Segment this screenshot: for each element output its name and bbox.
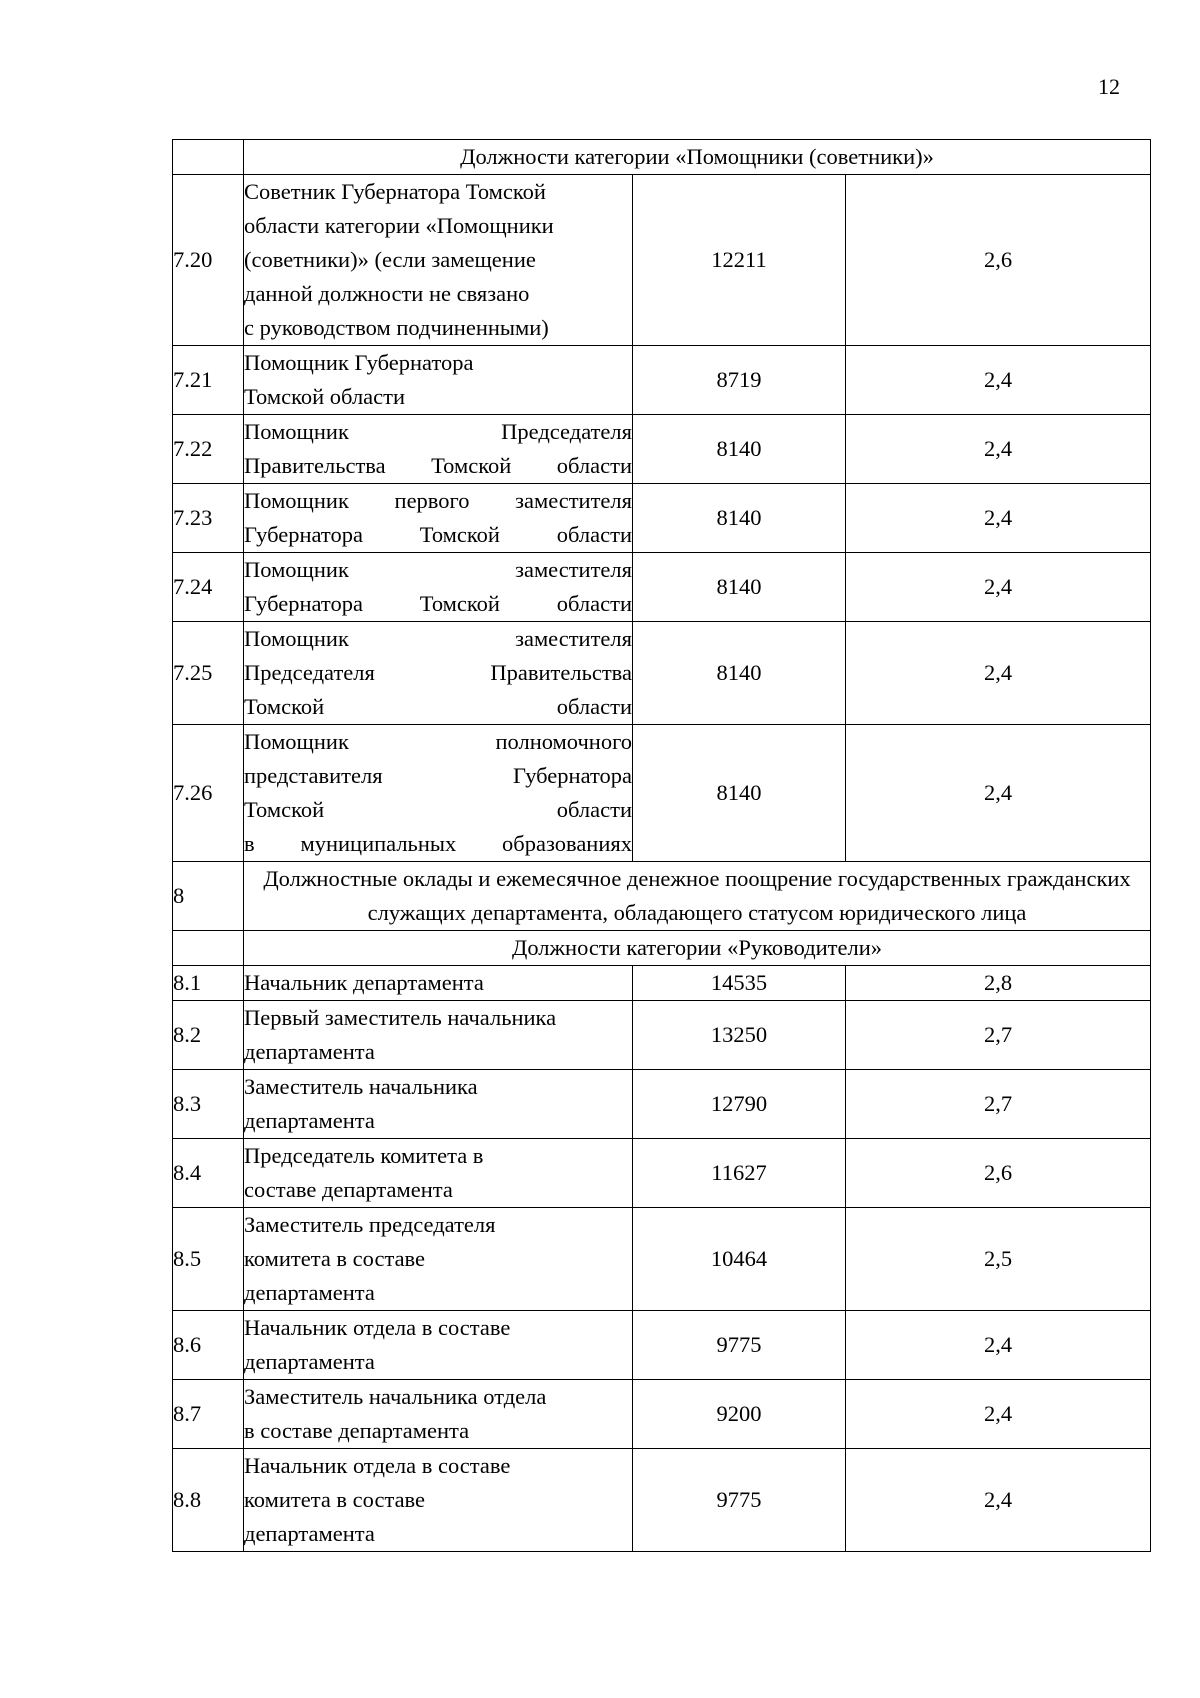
row-number: 8.1 xyxy=(173,966,244,1001)
position-title-line: департамента xyxy=(244,1521,375,1546)
row-number: 8.6 xyxy=(173,1311,244,1380)
salary-table xyxy=(172,139,1151,1552)
position-row xyxy=(173,1208,1151,1311)
coefficient-value: 2,6 xyxy=(846,1139,1151,1208)
position-title-line: Помощник заместителя xyxy=(244,557,632,582)
position-title-line: представителя Губернатора xyxy=(244,763,632,788)
position-title-line: Советник Губернатора Томской xyxy=(244,179,546,204)
position-title xyxy=(244,725,633,862)
row-number: 7.23 xyxy=(173,484,244,553)
position-title-line: составе департамента xyxy=(244,1177,453,1202)
position-title-line: Помощник заместителя xyxy=(244,626,632,651)
row-number: 7.21 xyxy=(173,346,244,415)
position-row xyxy=(173,622,1151,725)
salary-value: 13250 xyxy=(633,1001,846,1070)
position-row xyxy=(173,1380,1151,1449)
coefficient-value: 2,4 xyxy=(846,484,1151,553)
position-title-line: Начальник отдела в составе xyxy=(244,1315,511,1340)
position-title xyxy=(244,1139,633,1208)
position-title-line: Губернатора Томской области xyxy=(244,591,632,616)
salary-value: 8140 xyxy=(633,725,846,862)
position-title-line: Первый заместитель начальника xyxy=(244,1005,557,1030)
salary-value: 9775 xyxy=(633,1311,846,1380)
position-title xyxy=(244,1311,633,1380)
position-row xyxy=(173,484,1151,553)
coefficient-value: 2,4 xyxy=(846,1311,1151,1380)
position-row xyxy=(173,1001,1151,1070)
position-title-line: Заместитель начальника xyxy=(244,1074,478,1099)
coefficient-value: 2,7 xyxy=(846,1070,1151,1139)
row-number: 7.26 xyxy=(173,725,244,862)
position-title xyxy=(244,622,633,725)
section-header-row xyxy=(173,862,1151,931)
position-title-line: данной должности не связано xyxy=(244,281,530,306)
position-row xyxy=(173,1070,1151,1139)
position-title-line: Помощник Губернатора xyxy=(244,350,474,375)
position-title-line: в составе департамента xyxy=(244,1418,470,1443)
position-row xyxy=(173,1311,1151,1380)
position-row xyxy=(173,175,1151,346)
coefficient-value: 2,4 xyxy=(846,415,1151,484)
coefficient-value: 2,7 xyxy=(846,1001,1151,1070)
salary-value: 9775 xyxy=(633,1449,846,1552)
position-row xyxy=(173,415,1151,484)
coefficient-value: 2,4 xyxy=(846,725,1151,862)
coefficient-value: 2,4 xyxy=(846,346,1151,415)
row-number: 8.5 xyxy=(173,1208,244,1311)
salary-value: 9200 xyxy=(633,1380,846,1449)
position-row xyxy=(173,1449,1151,1552)
position-title xyxy=(244,966,633,1001)
position-title xyxy=(244,1001,633,1070)
row-number: 8.8 xyxy=(173,1449,244,1552)
position-title xyxy=(244,1449,633,1552)
coefficient-value: 2,4 xyxy=(846,1380,1151,1449)
position-row xyxy=(173,1139,1151,1208)
position-title-line: Начальник отдела в составе xyxy=(244,1453,511,1478)
position-title-line: департамента xyxy=(244,1280,375,1305)
position-title-line: (советники)» (если замещение xyxy=(244,247,536,272)
salary-value: 8140 xyxy=(633,484,846,553)
category-header-row xyxy=(173,931,1151,966)
position-title-line: департамента xyxy=(244,1039,375,1064)
position-title xyxy=(244,553,633,622)
position-title-line: Томской области xyxy=(244,797,632,822)
salary-value: 12211 xyxy=(633,175,846,346)
position-row xyxy=(173,346,1151,415)
position-title-line: департамента xyxy=(244,1349,375,1374)
coefficient-value: 2,4 xyxy=(846,622,1151,725)
row-number: 7.20 xyxy=(173,175,244,346)
position-title-line: Томской области xyxy=(244,384,406,409)
position-title-line: департамента xyxy=(244,1108,375,1133)
row-number: 8.3 xyxy=(173,1070,244,1139)
position-title-line: Правительства Томской области xyxy=(244,453,632,478)
coefficient-value: 2,6 xyxy=(846,175,1151,346)
row-number: 8.4 xyxy=(173,1139,244,1208)
salary-value: 14535 xyxy=(633,966,846,1001)
position-title-line: Помощник первого заместителя xyxy=(244,488,632,513)
position-title-line: Помощник Председателя xyxy=(244,419,632,444)
position-row xyxy=(173,725,1151,862)
salary-value: 8140 xyxy=(633,622,846,725)
salary-value: 11627 xyxy=(633,1139,846,1208)
position-title-line: области категории «Помощники xyxy=(244,213,554,238)
row-number: 7.24 xyxy=(173,553,244,622)
position-title-line: Томской области xyxy=(244,694,632,719)
coefficient-value: 2,5 xyxy=(846,1208,1151,1311)
position-title-line: комитета в составе xyxy=(244,1246,426,1271)
row-number: 8.7 xyxy=(173,1380,244,1449)
row-number: 8.2 xyxy=(173,1001,244,1070)
position-title xyxy=(244,346,633,415)
position-title-line: в муниципальных образованиях xyxy=(244,831,632,856)
row-number: 7.22 xyxy=(173,415,244,484)
position-title-line: комитета в составе xyxy=(244,1487,426,1512)
position-title xyxy=(244,1380,633,1449)
empty-number-cell xyxy=(173,140,244,175)
position-title-line: Помощник полномочного xyxy=(244,729,632,754)
position-title xyxy=(244,175,633,346)
position-row xyxy=(173,553,1151,622)
position-title xyxy=(244,415,633,484)
section-title: Должностные оклады и ежемесячное денежное поощрение государственных гражданских служащих департамента, обладающего статусом юридического лица xyxy=(244,862,1151,931)
position-row xyxy=(173,966,1151,1001)
position-title xyxy=(244,1070,633,1139)
empty-number-cell xyxy=(173,931,244,966)
category-header-row xyxy=(173,140,1151,175)
position-title-line: Начальник департамента xyxy=(244,970,484,995)
category-title: Должности категории «Помощники (советники)» xyxy=(244,140,1151,175)
coefficient-value: 2,4 xyxy=(846,1449,1151,1552)
position-title-line: Председатель комитета в xyxy=(244,1143,484,1168)
position-title xyxy=(244,484,633,553)
salary-table-body xyxy=(173,140,1151,1552)
salary-value: 8719 xyxy=(633,346,846,415)
position-title-line: Заместитель начальника отдела xyxy=(244,1384,547,1409)
position-title-line: Заместитель председателя xyxy=(244,1212,496,1237)
salary-value: 8140 xyxy=(633,553,846,622)
position-title-line: Председателя Правительства xyxy=(244,660,632,685)
salary-value: 8140 xyxy=(633,415,846,484)
position-title xyxy=(244,1208,633,1311)
section-number: 8 xyxy=(173,862,244,931)
coefficient-value: 2,4 xyxy=(846,553,1151,622)
category-title: Должности категории «Руководители» xyxy=(244,931,1151,966)
salary-value: 12790 xyxy=(633,1070,846,1139)
page-number: 12 xyxy=(1098,74,1120,99)
coefficient-value: 2,8 xyxy=(846,966,1151,1001)
position-title-line: с руководством подчиненными) xyxy=(244,315,549,340)
position-title-line: Губернатора Томской области xyxy=(244,522,632,547)
salary-value: 10464 xyxy=(633,1208,846,1311)
row-number: 7.25 xyxy=(173,622,244,725)
